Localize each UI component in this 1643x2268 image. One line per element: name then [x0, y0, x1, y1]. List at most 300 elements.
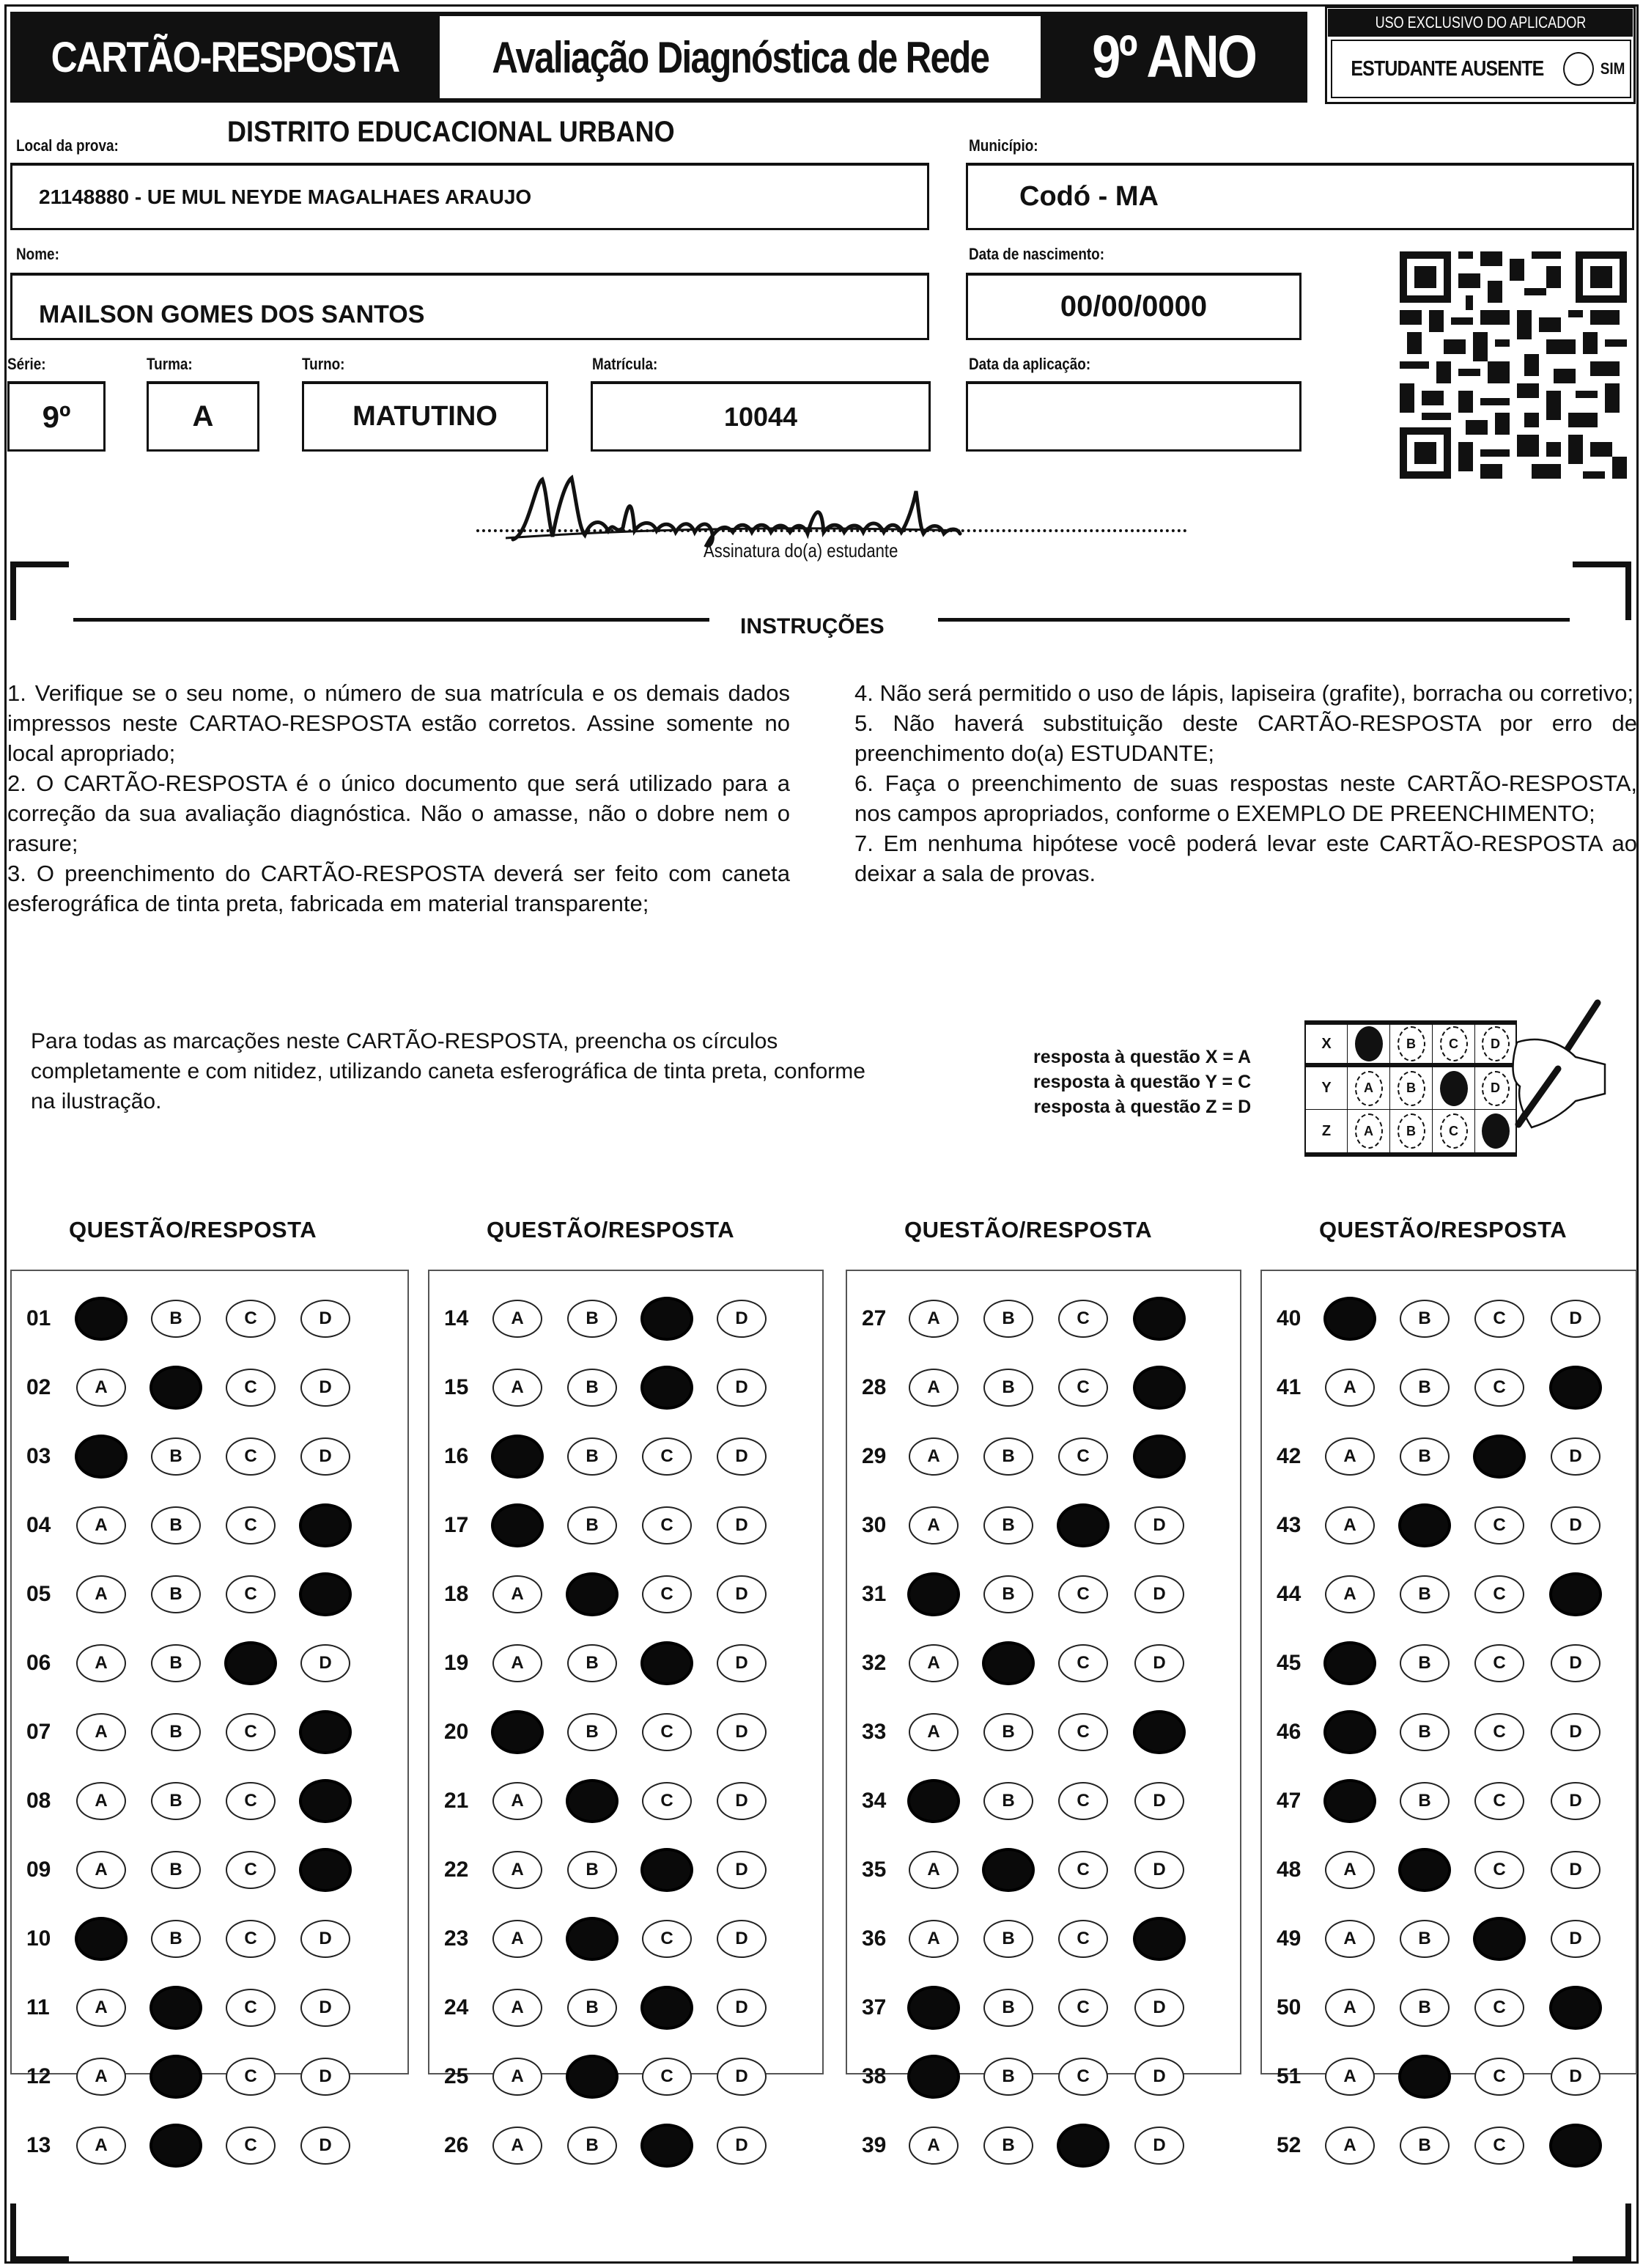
example-cell	[1389, 1025, 1432, 1063]
answer-row	[12, 1638, 407, 1689]
answer-bubble-d[interactable]: D	[1134, 1851, 1184, 1889]
answer-bubble-a-filled[interactable]	[907, 1572, 960, 1616]
answer-bubble-b[interactable]: B	[983, 2127, 1033, 2165]
answer-bubble-d-filled[interactable]	[1549, 1572, 1602, 1616]
answer-bubble-c[interactable]: C	[642, 1782, 692, 1820]
answer-bubble-a[interactable]: A	[909, 1920, 959, 1958]
answer-bubble-a-filled[interactable]	[1323, 1779, 1376, 1823]
answer-bubble-b[interactable]: B	[151, 1782, 201, 1820]
answer-bubble-a-filled[interactable]	[907, 1986, 960, 2030]
answer-bubble-c[interactable]: C	[226, 1782, 276, 1820]
answer-bubble-a-filled[interactable]	[1323, 1710, 1376, 1754]
answer-bubble-a[interactable]: A	[1325, 1369, 1375, 1407]
example-bubble: C	[1440, 1113, 1468, 1149]
question-number: 31	[862, 1582, 887, 1606]
instruction-item: 6. Faça o preenchimento de suas respostas neste CARTÃO-RESPOSTA, nos campos apropriados, conforme o EXEMPLO DE PREENCHIMENTO;	[854, 770, 1637, 826]
answer-bubble-d[interactable]: D	[717, 1300, 767, 1338]
municipio-field	[966, 163, 1634, 230]
question-number: 51	[1277, 2064, 1302, 2088]
answer-bubble-c[interactable]: C	[226, 2127, 276, 2165]
answer-bubble-d-filled[interactable]	[299, 1848, 352, 1892]
example-row	[1304, 1110, 1517, 1152]
answer-bubble-d[interactable]: D	[1134, 1989, 1184, 2027]
answer-bubble-d-filled[interactable]	[1133, 1297, 1186, 1341]
example-question-label: X	[1304, 1025, 1347, 1063]
answer-bubble-d[interactable]: D	[300, 1989, 350, 2027]
example-bubble	[1355, 1026, 1383, 1061]
answer-bubble-a[interactable]: A	[909, 1506, 959, 1544]
answer-bubble-c[interactable]: C	[1058, 1369, 1108, 1407]
answer-row	[847, 1638, 1240, 1689]
answer-bubble-a-filled[interactable]	[491, 1710, 544, 1754]
answer-bubble-c[interactable]: C	[1058, 1713, 1108, 1751]
answer-bubble-c-filled[interactable]	[640, 1297, 693, 1341]
answer-bubble-a-filled[interactable]	[75, 1917, 128, 1961]
answer-bubble-c[interactable]: C	[226, 1920, 276, 1958]
answer-bubble-d[interactable]: D	[300, 1920, 350, 1958]
answer-bubble-c[interactable]: C	[226, 1575, 276, 1613]
answer-bubble-d[interactable]: D	[717, 1369, 767, 1407]
question-number: 17	[444, 1513, 469, 1537]
question-number: 38	[862, 2064, 887, 2088]
answer-bubble-d-filled[interactable]	[1133, 1917, 1186, 1961]
answer-bubble-d[interactable]: D	[717, 1920, 767, 1958]
answer-bubble-b[interactable]: B	[151, 1506, 201, 1544]
answer-bubble-a[interactable]: A	[909, 2127, 959, 2165]
answer-bubble-c[interactable]: C	[226, 1369, 276, 1407]
answer-bubble-c[interactable]: C	[1058, 1920, 1108, 1958]
answer-bubble-d[interactable]: D	[717, 2127, 767, 2165]
answer-bubble-d[interactable]: D	[1134, 1782, 1184, 1820]
answer-bubble-a[interactable]: A	[1325, 1989, 1375, 2027]
answer-bubble-b[interactable]: B	[1400, 1369, 1450, 1407]
example-cell	[1432, 1110, 1474, 1152]
question-number: 12	[26, 2064, 51, 2088]
instructions-title: INSTRUÇÕES	[740, 614, 885, 638]
answer-row	[429, 1569, 822, 1620]
answer-bubble-b[interactable]: B	[151, 1437, 201, 1476]
instruction-item: 4. Não será permitido o uso de lápis, lapiseira (grafite), borracha ou corretivo;	[854, 680, 1634, 706]
answer-bubble-b-filled[interactable]	[149, 2055, 202, 2099]
answer-bubble-c[interactable]: C	[226, 1989, 276, 2027]
answer-bubble-b-filled[interactable]	[982, 1641, 1035, 1685]
answer-bubble-c[interactable]: C	[226, 2058, 276, 2096]
answer-bubble-d[interactable]: D	[1551, 2058, 1600, 2096]
answer-column-1	[10, 1270, 409, 2157]
example-cell	[1347, 1110, 1389, 1152]
question-number: 32	[862, 1651, 887, 1675]
answer-bubble-b-filled[interactable]	[982, 1848, 1035, 1892]
answer-bubble-c-filled[interactable]	[640, 1641, 693, 1685]
answer-bubble-a[interactable]: A	[1325, 1851, 1375, 1889]
answer-bubble-c[interactable]: C	[1058, 1437, 1108, 1476]
answer-bubble-d[interactable]: D	[300, 1300, 350, 1338]
answer-bubble-d-filled[interactable]	[1549, 2124, 1602, 2168]
answer-bubble-c-filled[interactable]	[1057, 1503, 1110, 1547]
answer-bubble-d[interactable]: D	[1134, 1575, 1184, 1613]
answer-bubble-c[interactable]: C	[1058, 1782, 1108, 1820]
answer-row	[12, 1362, 407, 1413]
instruction-item: 3. O preenchimento do CARTÃO-RESPOSTA deverá ser feito com caneta esferográfica de tinta preta, fabricada em material transparente;	[7, 861, 790, 916]
answer-bubble-b[interactable]: B	[1400, 1989, 1450, 2027]
answer-bubble-d[interactable]: D	[717, 1851, 767, 1889]
answer-bubble-d-filled[interactable]	[299, 1503, 352, 1547]
answer-bubble-c[interactable]: C	[1474, 1369, 1524, 1407]
answer-bubble-d[interactable]: D	[1551, 1851, 1600, 1889]
answer-bubble-c[interactable]: C	[1058, 1989, 1108, 2027]
question-number: 18	[444, 1582, 469, 1606]
answer-bubble-c[interactable]: C	[1474, 1300, 1524, 1338]
answer-bubble-a[interactable]: A	[76, 1989, 126, 2027]
applicator-heading-text: USO EXCLUSIVO DO APLICADOR	[1375, 13, 1586, 32]
answer-bubble-b-filled[interactable]	[1398, 2055, 1451, 2099]
answer-bubble-d[interactable]: D	[300, 2127, 350, 2165]
exam-title	[440, 16, 1041, 98]
answer-bubble-d-filled[interactable]	[299, 1779, 352, 1823]
answer-bubble-d[interactable]: D	[1551, 1506, 1600, 1544]
answer-bubble-b-filled[interactable]	[1398, 1503, 1451, 1547]
answer-bubble-a[interactable]: A	[492, 1782, 542, 1820]
answer-row	[847, 1362, 1240, 1413]
answer-row	[12, 1569, 407, 1620]
answer-row	[847, 1500, 1240, 1551]
answer-bubble-c[interactable]: C	[1058, 2058, 1108, 2096]
absent-label: ESTUDANTE AUSENTE	[1350, 56, 1543, 81]
answer-bubble-c-filled[interactable]	[1473, 1435, 1526, 1479]
answer-bubble-d[interactable]: D	[300, 1437, 350, 1476]
answer-bubble-b[interactable]: B	[983, 1782, 1033, 1820]
answer-bubble-c-filled[interactable]	[224, 1641, 277, 1685]
question-number: 46	[1277, 1720, 1302, 1744]
answer-bubble-b[interactable]: B	[1400, 1920, 1450, 1958]
answer-bubble-b[interactable]: B	[983, 1369, 1033, 1407]
answer-row	[429, 2120, 822, 2171]
answer-bubble-c[interactable]: C	[1474, 1782, 1524, 1820]
question-number: 27	[862, 1306, 887, 1330]
answer-bubble-b[interactable]: B	[983, 1575, 1033, 1613]
answer-bubble-a[interactable]: A	[76, 1506, 126, 1544]
answer-bubble-c[interactable]: C	[642, 1437, 692, 1476]
example-bubble: A	[1355, 1071, 1383, 1106]
answer-bubble-d-filled[interactable]	[1549, 1986, 1602, 2030]
example-bubble: B	[1398, 1113, 1425, 1149]
column-title: QUESTÃO/RESPOSTA	[904, 1217, 1153, 1242]
answer-bubble-b-filled[interactable]	[566, 1572, 619, 1616]
answer-bubble-b-filled[interactable]	[149, 1986, 202, 2030]
answer-bubble-a[interactable]: A	[909, 1851, 959, 1889]
answer-row	[1262, 1431, 1636, 1482]
answer-bubble-c[interactable]: C	[226, 1713, 276, 1751]
answer-bubble-c[interactable]: C	[642, 1575, 692, 1613]
answer-row	[1262, 1775, 1636, 1827]
answer-bubble-a[interactable]: A	[1325, 1575, 1375, 1613]
answer-bubble-d[interactable]: D	[717, 1713, 767, 1751]
answer-row	[429, 1913, 822, 1965]
answer-bubble-b[interactable]: B	[567, 2127, 617, 2165]
answer-bubble-b[interactable]: B	[151, 1644, 201, 1682]
turno-field	[302, 381, 548, 452]
column-title: QUESTÃO/RESPOSTA	[1319, 1217, 1568, 1242]
answer-bubble-d-filled[interactable]	[1133, 1366, 1186, 1410]
answer-bubble-c[interactable]: C	[1474, 1644, 1524, 1682]
answer-bubble-c[interactable]: C	[1474, 2058, 1524, 2096]
answer-bubble-b-filled[interactable]	[566, 2055, 619, 2099]
answer-bubble-a[interactable]: A	[1325, 2058, 1375, 2096]
answer-bubble-c-filled[interactable]	[640, 1848, 693, 1892]
answer-bubble-d[interactable]: D	[300, 1369, 350, 1407]
answer-row	[429, 1844, 822, 1896]
instruction-item: 5. Não haverá substituição deste CARTÃO-RESPOSTA por erro de preenchimento do(a) ESTUDANTE;	[854, 710, 1637, 766]
answer-bubble-c[interactable]: C	[1474, 2127, 1524, 2165]
municipio-label: Município:	[969, 136, 1038, 155]
question-number: 37	[862, 1995, 887, 2020]
answer-bubble-a[interactable]: A	[492, 2127, 542, 2165]
answer-bubble-a[interactable]: A	[909, 1300, 959, 1338]
answer-bubble-d[interactable]: D	[717, 1506, 767, 1544]
answer-row	[1262, 1638, 1636, 1689]
answer-row	[12, 1500, 407, 1551]
answer-bubble-d[interactable]: D	[300, 1644, 350, 1682]
answer-bubble-c[interactable]: C	[1474, 1506, 1524, 1544]
answer-bubble-a[interactable]: A	[76, 1369, 126, 1407]
answer-bubble-a[interactable]: A	[492, 1989, 542, 2027]
legend-line: resposta à questão Z = D	[1033, 1097, 1252, 1117]
answer-bubble-d-filled[interactable]	[1549, 1366, 1602, 1410]
answer-bubble-d[interactable]: D	[1551, 1782, 1600, 1820]
answer-bubble-b-filled[interactable]	[566, 1779, 619, 1823]
answer-bubble-a[interactable]: A	[76, 1644, 126, 1682]
answer-bubble-b[interactable]: B	[1400, 1644, 1450, 1682]
answer-bubble-b-filled[interactable]	[149, 1366, 202, 1410]
grade-text: 9º ANO	[1092, 23, 1256, 90]
answer-bubble-a[interactable]: A	[492, 2058, 542, 2096]
answer-bubble-a[interactable]: A	[1325, 1437, 1375, 1476]
question-number: 39	[862, 2133, 887, 2157]
answer-bubble-b[interactable]: B	[983, 1920, 1033, 1958]
question-number: 03	[26, 1444, 51, 1468]
applicator-heading	[1328, 9, 1633, 37]
answer-bubble-a-filled[interactable]	[491, 1435, 544, 1479]
answer-row	[1262, 1706, 1636, 1758]
example-question-label: Z	[1304, 1110, 1347, 1152]
answer-bubble-d[interactable]: D	[1134, 1644, 1184, 1682]
answer-bubble-d[interactable]: D	[717, 1782, 767, 1820]
answer-bubble-b[interactable]: B	[567, 1644, 617, 1682]
answer-bubble-d[interactable]: D	[1134, 2127, 1184, 2165]
answer-bubble-c-filled[interactable]	[640, 1986, 693, 2030]
example-row	[1304, 1067, 1517, 1110]
answer-bubble-d[interactable]: D	[1134, 1506, 1184, 1544]
answer-bubble-b[interactable]: B	[151, 1575, 201, 1613]
answer-bubble-c[interactable]: C	[642, 1506, 692, 1544]
answer-bubble-d[interactable]: D	[300, 2058, 350, 2096]
question-number: 28	[862, 1375, 887, 1399]
answer-bubble-b-filled[interactable]	[566, 1917, 619, 1961]
answer-bubble-b[interactable]: B	[151, 1851, 201, 1889]
answer-bubble-a-filled[interactable]	[1323, 1297, 1376, 1341]
answer-bubble-d-filled[interactable]	[299, 1572, 352, 1616]
nascimento-field	[966, 273, 1302, 340]
answer-bubble-c[interactable]: C	[1058, 1851, 1108, 1889]
answer-bubble-d-filled[interactable]	[299, 1710, 352, 1754]
answer-bubble-b-filled[interactable]	[149, 2124, 202, 2168]
answer-row	[1262, 2120, 1636, 2171]
answer-bubble-a[interactable]: A	[76, 1575, 126, 1613]
answer-row	[847, 2051, 1240, 2102]
answer-bubble-a[interactable]: A	[492, 1575, 542, 1613]
answer-row	[1262, 2051, 1636, 2102]
answer-bubble-b[interactable]: B	[567, 1369, 617, 1407]
answer-bubble-b-filled[interactable]	[1398, 1848, 1451, 1892]
answer-bubble-b[interactable]: B	[1400, 1713, 1450, 1751]
answer-bubble-d[interactable]: D	[717, 2058, 767, 2096]
turno-label: Turno:	[302, 355, 345, 373]
question-number: 22	[444, 1858, 469, 1882]
answer-bubble-d[interactable]: D	[1551, 1644, 1600, 1682]
answer-bubble-a[interactable]: A	[492, 1920, 542, 1958]
answer-bubble-c[interactable]: C	[1474, 1989, 1524, 2027]
answer-bubble-b[interactable]: B	[983, 1300, 1033, 1338]
answer-bubble-a[interactable]: A	[1325, 2127, 1375, 2165]
answer-bubble-a-filled[interactable]	[907, 1779, 960, 1823]
answer-bubble-c[interactable]: C	[1058, 1300, 1108, 1338]
answer-row	[847, 1706, 1240, 1758]
answer-bubble-b[interactable]: B	[567, 1300, 617, 1338]
answer-bubble-c[interactable]: C	[1058, 1644, 1108, 1682]
answer-bubble-a-filled[interactable]	[1323, 1641, 1376, 1685]
answer-bubble-d[interactable]: D	[1551, 1920, 1600, 1958]
answer-bubble-c[interactable]: C	[1474, 1713, 1524, 1751]
answer-row	[429, 1500, 822, 1551]
question-number: 35	[862, 1858, 887, 1882]
example-cell	[1432, 1067, 1474, 1109]
answer-bubble-b[interactable]: B	[151, 1300, 201, 1338]
answer-bubble-b[interactable]: B	[567, 1851, 617, 1889]
answer-bubble-d[interactable]: D	[1551, 1437, 1600, 1476]
answer-bubble-a[interactable]: A	[909, 1437, 959, 1476]
answer-bubble-c-filled[interactable]	[1057, 2124, 1110, 2168]
answer-bubble-b[interactable]: B	[151, 1713, 201, 1751]
answer-bubble-b[interactable]: B	[1400, 1300, 1450, 1338]
answer-bubble-a[interactable]: A	[909, 1713, 959, 1751]
example-cell	[1347, 1067, 1389, 1109]
answer-bubble-a[interactable]: A	[492, 1369, 542, 1407]
answer-row	[429, 1982, 822, 2033]
answer-bubble-b[interactable]: B	[567, 1437, 617, 1476]
serie-value: 9º	[42, 399, 71, 434]
answer-bubble-b[interactable]: B	[1400, 1575, 1450, 1613]
answer-bubble-c-filled[interactable]	[1473, 1917, 1526, 1961]
answer-bubble-c[interactable]: C	[226, 1506, 276, 1544]
answer-bubble-a[interactable]: A	[76, 2127, 126, 2165]
answer-bubble-a-filled[interactable]	[491, 1503, 544, 1547]
answer-bubble-c[interactable]: C	[642, 2058, 692, 2096]
answer-bubble-d[interactable]: D	[1551, 1300, 1600, 1338]
answer-bubble-c-filled[interactable]	[640, 2124, 693, 2168]
question-number: 10	[26, 1926, 51, 1951]
answer-bubble-c[interactable]: C	[226, 1851, 276, 1889]
question-number: 41	[1277, 1375, 1302, 1399]
answer-bubble-d[interactable]: D	[1134, 2058, 1184, 2096]
answer-bubble-a[interactable]: A	[76, 1782, 126, 1820]
answer-bubble-b[interactable]: B	[567, 1989, 617, 2027]
answer-bubble-c[interactable]: C	[226, 1437, 276, 1476]
answer-bubble-a[interactable]: A	[1325, 1920, 1375, 1958]
answer-row	[847, 1982, 1240, 2033]
answer-bubble-d[interactable]: D	[717, 1437, 767, 1476]
answer-row	[12, 1844, 407, 1896]
answer-bubble-c-filled[interactable]	[640, 1366, 693, 1410]
answer-bubble-a[interactable]: A	[492, 1851, 542, 1889]
answer-bubble-b[interactable]: B	[151, 1920, 201, 1958]
answer-bubble-d[interactable]: D	[717, 1575, 767, 1613]
answer-bubble-d[interactable]: D	[1551, 1713, 1600, 1751]
answer-bubble-a[interactable]: A	[909, 1369, 959, 1407]
question-number: 44	[1277, 1582, 1302, 1606]
answer-bubble-d[interactable]: D	[717, 1644, 767, 1682]
answer-bubble-c[interactable]: C	[226, 1300, 276, 1338]
answer-row	[429, 1431, 822, 1482]
answer-bubble-c[interactable]: C	[1058, 1575, 1108, 1613]
answer-bubble-a[interactable]: A	[76, 1851, 126, 1889]
answer-bubble-d[interactable]: D	[717, 1989, 767, 2027]
answer-row	[847, 1844, 1240, 1896]
answer-bubble-a-filled[interactable]	[907, 2055, 960, 2099]
example-bubble: B	[1398, 1071, 1425, 1106]
answer-bubble-b[interactable]: B	[983, 1506, 1033, 1544]
absent-bubble[interactable]	[1563, 52, 1594, 86]
local-value: 21148880 - UE MUL NEYDE MAGALHAES ARAUJO	[39, 185, 532, 208]
answer-row	[12, 2051, 407, 2102]
answer-bubble-b[interactable]: B	[567, 1506, 617, 1544]
answer-bubble-b[interactable]: B	[1400, 1437, 1450, 1476]
exam-title-text: Avaliação Diagnóstica de Rede	[492, 32, 989, 82]
answer-bubble-a-filled[interactable]	[75, 1297, 128, 1341]
question-number: 16	[444, 1444, 469, 1468]
answer-row	[429, 1775, 822, 1827]
nascimento-value: 00/00/0000	[1060, 290, 1208, 323]
answer-bubble-d-filled[interactable]	[1133, 1435, 1186, 1479]
answer-bubble-b[interactable]: B	[567, 1713, 617, 1751]
answer-bubble-d-filled[interactable]	[1133, 1710, 1186, 1754]
answer-bubble-a[interactable]: A	[492, 1644, 542, 1682]
answer-bubble-a[interactable]: A	[76, 2058, 126, 2096]
answer-bubble-a[interactable]: A	[76, 1713, 126, 1751]
answer-bubble-b[interactable]: B	[1400, 1782, 1450, 1820]
fill-instructions: Para todas as marcações neste CARTÃO-RESPOSTA, preencha os círculos completamente e com nitidez, utilizando caneta esferográfica de tinta preta, conforme na ilustração.	[31, 1029, 865, 1113]
answer-bubble-c[interactable]: C	[642, 1920, 692, 1958]
answer-row	[12, 1293, 407, 1344]
matricula-label: Matrícula:	[592, 355, 658, 373]
answer-bubble-a[interactable]: A	[1325, 1506, 1375, 1544]
question-number: 34	[862, 1789, 887, 1813]
answer-bubble-a-filled[interactable]	[75, 1435, 128, 1479]
answer-bubble-b[interactable]: B	[983, 1989, 1033, 2027]
answer-bubble-b[interactable]: B	[1400, 2127, 1450, 2165]
answer-bubble-c[interactable]: C	[642, 1713, 692, 1751]
question-number: 29	[862, 1444, 887, 1468]
answer-bubble-b[interactable]: B	[983, 1713, 1033, 1751]
answer-bubble-a[interactable]: A	[909, 1644, 959, 1682]
answer-row	[12, 2120, 407, 2171]
answer-bubble-c[interactable]: C	[1474, 1575, 1524, 1613]
question-number: 02	[26, 1375, 51, 1399]
answer-bubble-b[interactable]: B	[983, 2058, 1033, 2096]
answer-bubble-b[interactable]: B	[983, 1437, 1033, 1476]
answer-column-4	[1260, 1270, 1637, 2157]
answer-bubble-c[interactable]: C	[1474, 1851, 1524, 1889]
answer-bubble-a[interactable]: A	[492, 1300, 542, 1338]
